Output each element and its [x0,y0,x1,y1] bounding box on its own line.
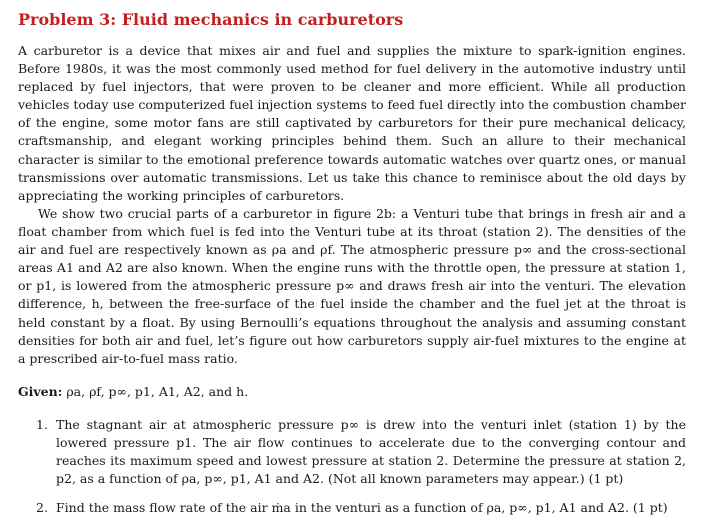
question-text: The stagnant air at atmospheric pressure p∞ is drew into the venturi inlet (station 1) by the lowered pressure p1. The air flow continues to accelerate due to the converging contour and reaches its maximum speed and lowest pressure at station 2. Determine the pressure at station 2, p2, as a function of ρa, p∞, p1, A1 and A2. (Not all known parameters may appear.) (1 pt) [56,417,686,487]
intro-paragraph: A carburetor is a device that mixes air and fuel and supplies the mixture to spark-ignition engines. Before 1980s, it was the most commonly used method for fuel delivery in the automotive industry until replaced by fuel injectors, that were proven to be cleaner and more efficient. While all production vehicles today use computerized fuel injection systems to feed fuel directly into the combustion chamber of the engine, some motor fans are still captivated by carburetors for their pure mechanical delicacy, craftsmanship, and elegant working principles behind them. Such an allure to their mechanical character is similar to the emotional preference towards automatic watches over quartz ones, or manual transmissions over automatic transmissions. Let us take this chance to reminisce about the old days by appreciating the working principles of carburetors. [18,43,686,203]
question-text: Find the mass flow rate of the air ṁa in the venturi as a function of ρa, p∞, p1, A1 and A2. (1 pt) [56,500,668,515]
question-number: 1. [36,417,48,432]
question-number: 2. [36,500,48,515]
problem-heading: Problem 3: Fluid mechanics in carburetors [18,10,404,29]
question-item [18,416,686,488]
given-label: Given: [18,384,63,399]
setup-paragraph: We show two crucial parts of a carburetor in figure 2b: a Venturi tube that brings in fresh air and a float chamber from which fuel is fed into the Venturi tube at its throat (station 2). The densities of the air and fuel are respectively known as ρa and ρf. The atmospheric pressure p∞ and the cross-sectional areas A1 and A2 are also known. When the engine runs with the throttle open, the pressure at station 1, or p1, is lowered from the atmospheric pressure p∞ and draws fresh air into the venturi. The elevation difference, h, between the free-surface of the fuel inside the chamber and the fuel jet at the throat is held constant by a float. By using Bernoulli’s equations throughout the analysis and assuming constant densities for both air and fuel, let’s figure out how carburetors supply air-fuel mixtures to the engine at a prescribed air-to-fuel mass ratio. [18,206,686,366]
given-values: ρa, ρf, p∞, p1, A1, A2, and h. [66,384,249,399]
question-item [18,499,686,517]
given-line [18,384,248,399]
